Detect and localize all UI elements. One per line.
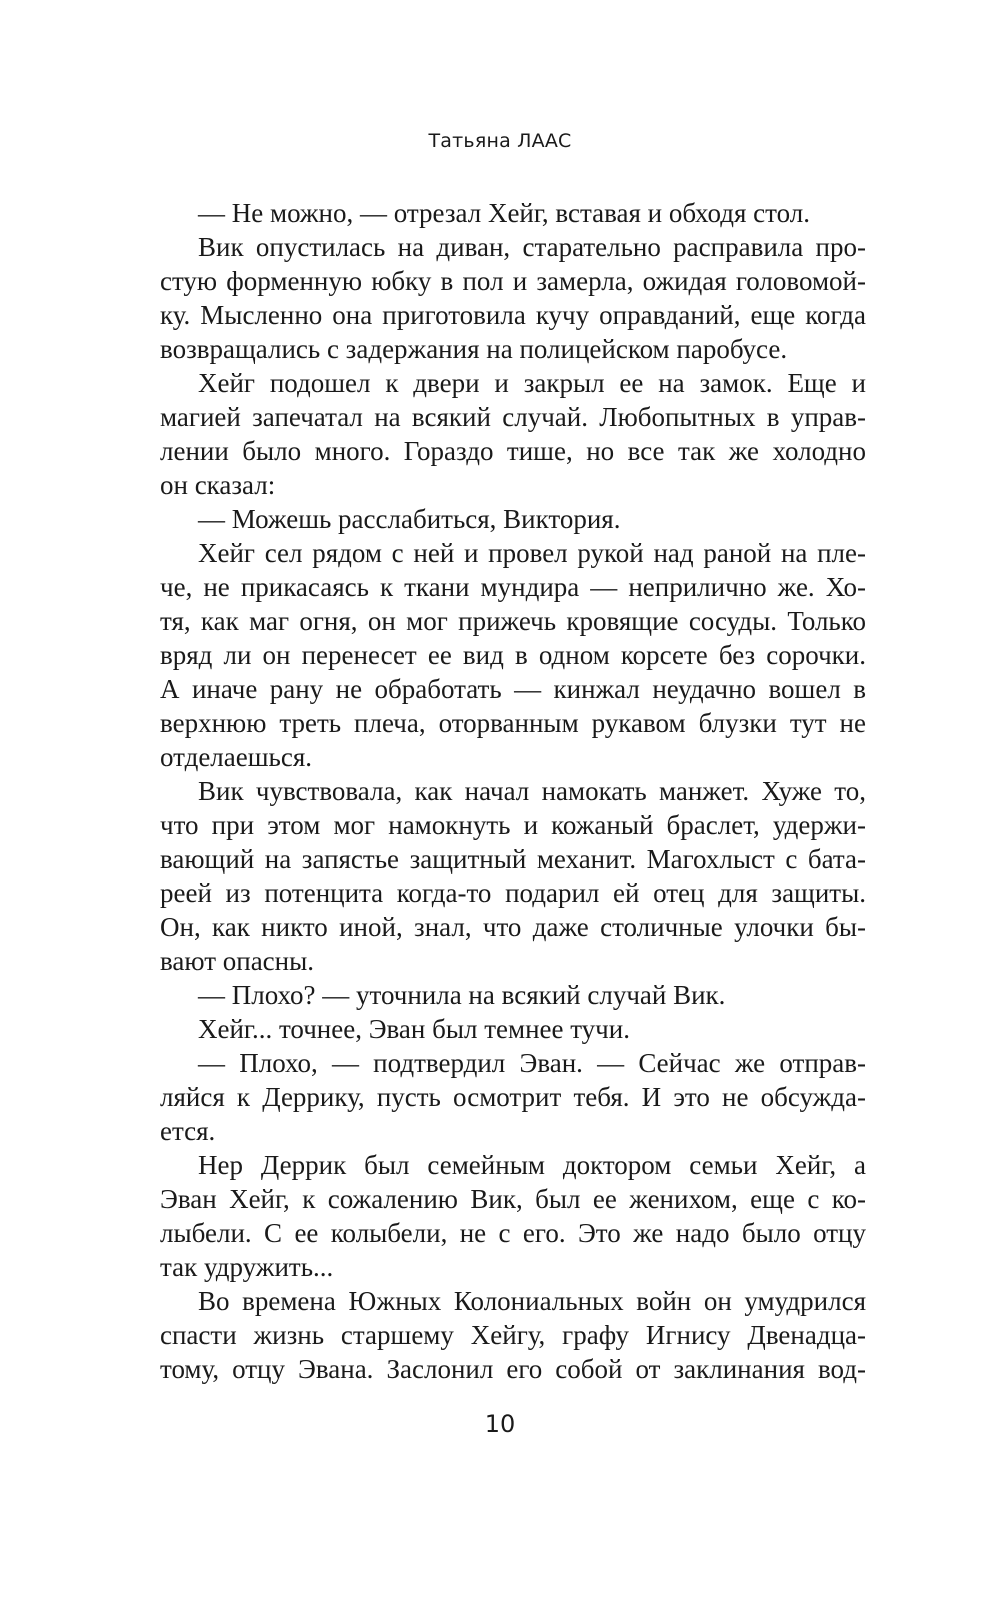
text-line: тя, как маг огня, он мог прижечь кровящие сосуды. Только [160, 606, 866, 636]
text-line: Хейг подошел к двери и закрыл ее на замок. Еще и [198, 368, 866, 398]
text-line: Нер Деррик был семейным доктором семьи Хейг, а [198, 1150, 866, 1180]
text-line: вряд ли он перенесет ее вид в одном корсете без сорочки. [160, 640, 866, 670]
text-line: что при этом мог намокнуть и кожаный браслет, удержи- [160, 810, 866, 840]
text-line: лении было много. Гораздо тише, но все так же холодно [160, 436, 866, 466]
text-line: вающий на запястье защитный механит. Магохлыст с бата- [160, 844, 866, 874]
text-line: так удружить... [160, 1252, 334, 1282]
text-line: вают опасны. [160, 946, 314, 976]
page-number: 10 [484, 1410, 516, 1438]
text-line: стую форменную юбку в пол и замерла, ожидая головомой- [160, 266, 866, 296]
text-line: ется. [160, 1116, 216, 1146]
text-line: Вик чувствовала, как начал намокать манжет. Хуже то, [198, 776, 866, 806]
text-line: Хейг... точнее, Эван был темнее тучи. [198, 1014, 630, 1044]
text-line: верхнюю треть плеча, оторванным рукавом блузки тут не [160, 708, 866, 738]
text-line: — Не можно, — отрезал Хейг, вставая и обходя стол. [198, 198, 810, 228]
text-line: он сказал: [160, 470, 276, 500]
running-head: Татьяна ЛААС [428, 130, 572, 152]
text-line: Вик опустилась на диван, старательно расправила про- [198, 232, 866, 262]
text-line: реей из потенцита когда-то подарил ей отец для защиты. [160, 878, 866, 908]
text-line: Во времена Южных Колониальных войн он умудрился [198, 1286, 866, 1316]
text-line: — Плохо, — подтвердил Эван. — Сейчас же отправ- [198, 1048, 866, 1078]
text-line: че, не прикасаясь к ткани мундира — неприлично же. Хо- [160, 572, 866, 602]
text-line: возвращались с задержания на полицейском паробусе. [160, 334, 788, 364]
text-line: Эван Хейг, к сожалению Вик, был ее женихом, еще с ко- [160, 1184, 866, 1214]
text-line: лыбели. С ее колыбели, не с его. Это же надо было отцу [160, 1218, 866, 1248]
text-line: А иначе рану не обработать — кинжал неудачно вошел в [160, 674, 866, 704]
text-line: Хейг сел рядом с ней и провел рукой над раной на пле- [198, 538, 866, 568]
text-line: спасти жизнь старшему Хейгу, графу Игнису Двенадца- [160, 1320, 866, 1350]
text-line: ку. Мысленно она приготовила кучу оправданий, еще когда [160, 300, 866, 330]
text-line: ляйся к Деррику, пусть осмотрит тебя. И это не обсужда- [160, 1082, 866, 1112]
text-line: отделаешься. [160, 742, 313, 772]
text-line: магией запечатал на всякий случай. Любопытных в управ- [160, 402, 866, 432]
text-line: тому, отцу Эвана. Заслонил его собой от заклинания вод- [160, 1354, 866, 1384]
body-text [160, 196, 866, 1386]
text-line: Он, как никто иной, знал, что даже столичные улочки бы- [160, 912, 866, 942]
text-line: — Плохо? — уточнила на всякий случай Вик. [198, 980, 726, 1010]
text-line: — Можешь расслабиться, Виктория. [198, 504, 621, 534]
